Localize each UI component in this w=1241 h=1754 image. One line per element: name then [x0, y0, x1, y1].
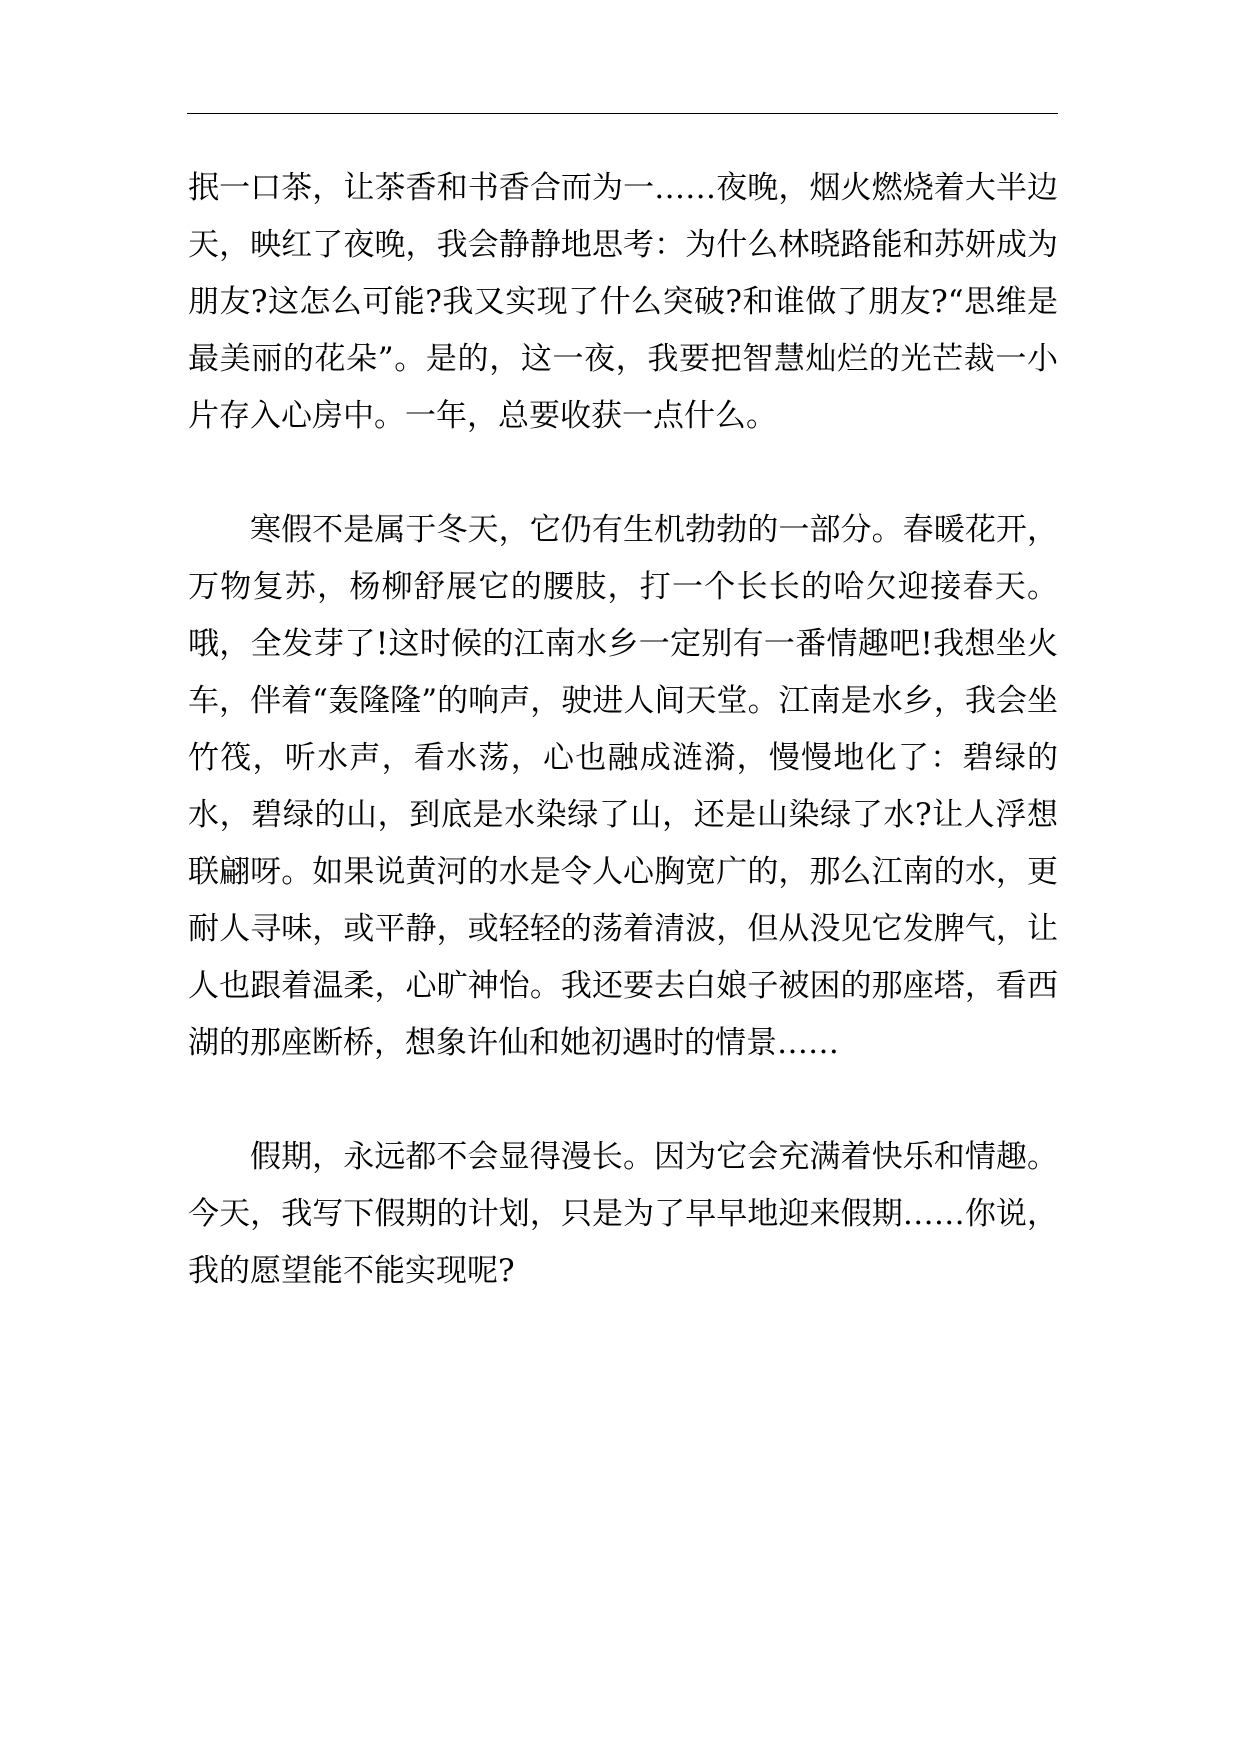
paragraph-1: 抿一口茶，让茶香和书香合而为一……夜晚，烟火燃烧着大半边天，映红了夜晚，我会静静地思考：为什么林晓路能和苏妍成为朋友?这怎么可能?我又实现了什么突破?和谁做了朋友?“思维是最美丽的花朵”。是的，这一夜，我要把智慧灿烂的光芒裁一小片存入心房中。一年，总要收获一点什么。: [188, 170, 1058, 434]
paragraph-3: 假期，永远都不会显得漫长。因为它会充满着快乐和情趣。今天，我写下假期的计划，只是为了早早地迎来假期……你说，我的愿望能不能实现呢?: [188, 1139, 1058, 1289]
paragraph-gap: [188, 445, 1058, 502]
header-rule: [187, 113, 1058, 114]
paragraph-gap: [188, 1072, 1058, 1129]
paragraph-2: 寒假不是属于冬天，它仍有生机勃勃的一部分。春暖花开，万物复苏，杨柳舒展它的腰肢，打一个长长的哈欠迎接春天。哦，全发芽了!这时候的江南水乡一定别有一番情趣吧!我想坐火车，伴着“轰隆隆”的响声，驶进人间天堂。江南是水乡，我会坐竹筏，听水声，看水荡，心也融成涟漪，慢慢地化了：碧绿的水，碧绿的山，到底是水染绿了山，还是山染绿了水?让人浮想联翩呀。如果说黄河的水是令人心胸宽广的，那么江南的水，更耐人寻味，或平静，或轻轻的荡着清波，但从没见它发脾气，让人也跟着温柔，心旷神怡。我还要去白娘子被困的那座塔，看西湖的那座断桥，想象许仙和她初遇时的情景……: [188, 512, 1058, 1061]
body-text: [188, 160, 1058, 1300]
